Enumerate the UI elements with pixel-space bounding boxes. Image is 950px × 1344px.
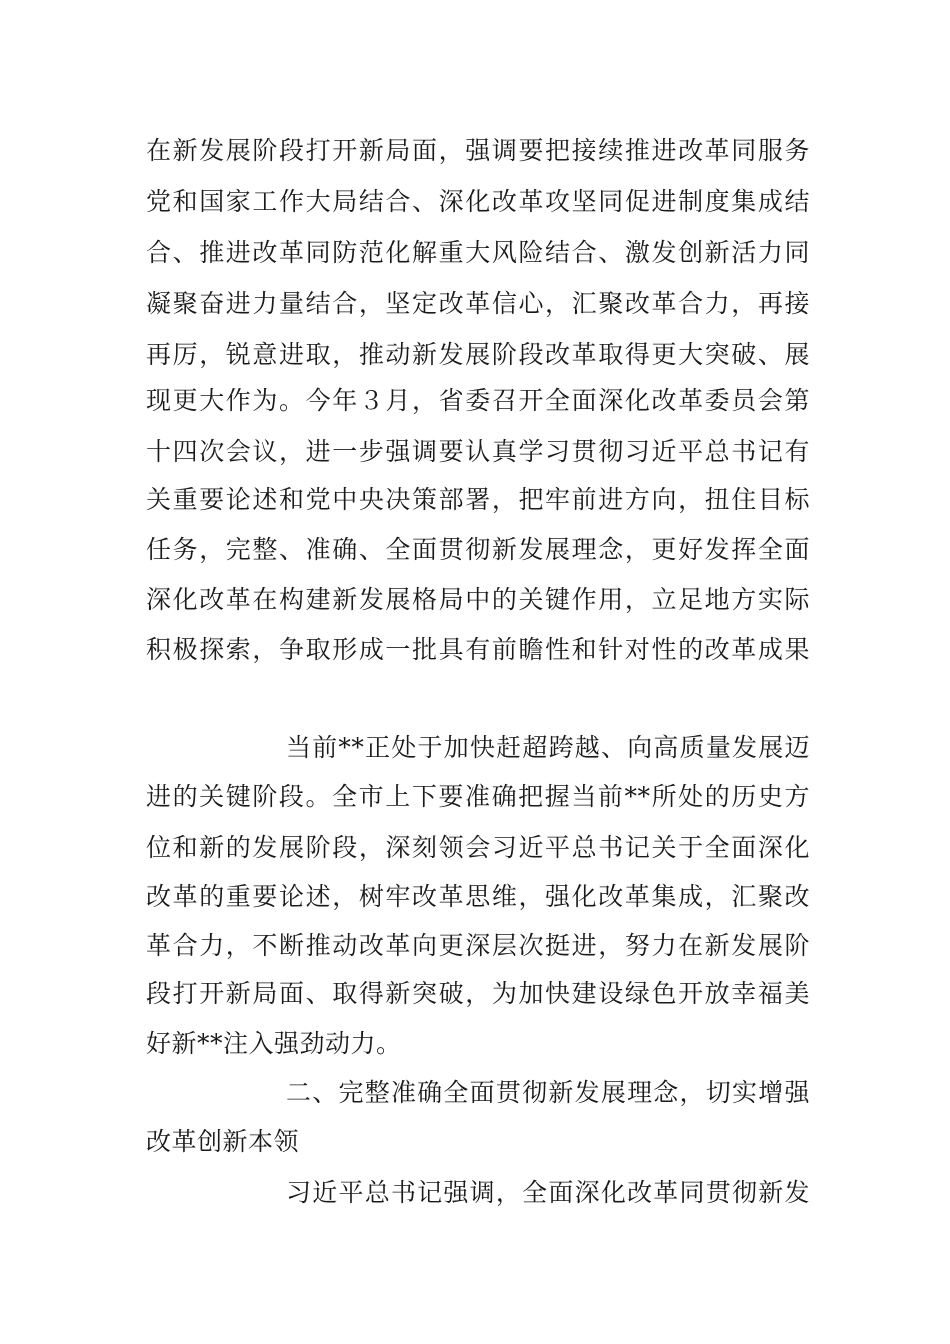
paragraph-1-line-7: 十四次会议，进一步强调要认真学习贯彻习近平总书记有 <box>146 437 810 466</box>
paragraph-1-line-11: 积极探索，争取形成一批具有前瞻性和针对性的改革成果 <box>146 635 810 664</box>
paragraph-1-line-2: 党和国家工作大局结合、深化改革攻坚同促进制度集成结 <box>146 187 810 216</box>
paragraph-2-line-4: 改革的重要论述，树牢改革思维，强化改革集成，汇聚改 <box>146 882 810 911</box>
paragraph-3-line-1: 习近平总书记强调，全面深化改革同贯彻新发 <box>286 1178 810 1207</box>
paragraph-2-line-6: 段打开新局面、取得新突破，为加快建设绿色开放幸福美 <box>146 979 810 1008</box>
paragraph-1-line-5: 再厉，锐意进取，推动新发展阶段改革取得更大突破、展 <box>146 340 810 369</box>
paragraph-2-line-3: 位和新的发展阶段，深刻领会习近平总书记关于全面深化 <box>146 833 810 862</box>
paragraph-1-line-8: 关重要论述和党中央决策部署，把牢前进方向，扭住目标 <box>146 485 810 514</box>
paragraph-1-line-3: 合、推进改革同防范化解重大风险结合、激发创新活力同 <box>146 238 810 267</box>
paragraph-1-line-6: 现更大作为。今年３月，省委召开全面深化改革委员会第 <box>146 386 810 415</box>
section-heading-line-2: 改革创新本领 <box>146 1127 300 1156</box>
paragraph-1-line-9: 任务，完整、准确、全面贯彻新发展理念，更好发挥全面 <box>146 535 810 564</box>
paragraph-2-line-1: 当前**正处于加快赶超跨越、向高质量发展迈 <box>286 733 810 762</box>
paragraph-1-line-10: 深化改革在构建新发展格局中的关键作用，立足地方实际 <box>146 585 810 614</box>
paragraph-2-line-5: 革合力，不断推动改革向更深层次挺进，努力在新发展阶 <box>146 931 810 960</box>
section-heading-line-1: 二、完整准确全面贯彻新发展理念，切实增强 <box>286 1078 810 1107</box>
paragraph-1-line-4: 凝聚奋进力量结合，坚定改革信心，汇聚改革合力，再接 <box>146 289 810 318</box>
paragraph-2-line-7: 好新**注入强劲动力。 <box>146 1029 402 1058</box>
paragraph-1-line-1: 在新发展阶段打开新局面，强调要把接续推进改革同服务 <box>146 136 810 165</box>
paragraph-2-line-2: 进的关键阶段。全市上下要准确把握当前**所处的历史方 <box>146 782 810 811</box>
